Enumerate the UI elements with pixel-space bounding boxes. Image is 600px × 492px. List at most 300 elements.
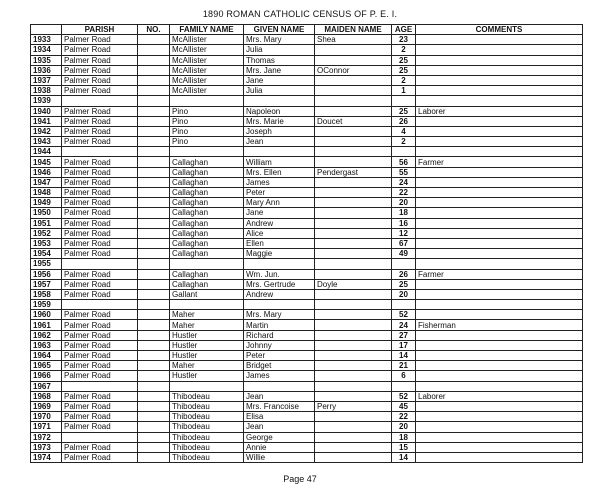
parish-cell: Palmer Road xyxy=(62,391,138,401)
row-number: 1953 xyxy=(31,238,62,248)
family-name-cell: Callaghan xyxy=(170,167,244,177)
header-parish: PARISH xyxy=(62,25,138,35)
maiden-name-cell xyxy=(315,198,392,208)
row-number: 1941 xyxy=(31,116,62,126)
row-number: 1936 xyxy=(31,65,62,75)
given-name-cell: Jean xyxy=(244,422,315,432)
family-name-cell xyxy=(170,300,244,310)
table-row xyxy=(31,157,583,167)
maiden-name-cell: Doyle xyxy=(315,279,392,289)
maiden-name-cell xyxy=(315,86,392,96)
comments-cell xyxy=(416,412,583,422)
comments-cell xyxy=(416,126,583,136)
given-name-cell: Mrs. Francoise xyxy=(244,401,315,411)
row-number: 1960 xyxy=(31,310,62,320)
no-cell xyxy=(138,279,170,289)
parish-cell: Palmer Road xyxy=(62,208,138,218)
maiden-name-cell xyxy=(315,432,392,442)
maiden-name-cell: Pendergast xyxy=(315,167,392,177)
age-cell: 24 xyxy=(392,177,416,187)
table-row xyxy=(31,330,583,340)
given-name-cell xyxy=(244,381,315,391)
table-row xyxy=(31,310,583,320)
table-row xyxy=(31,96,583,106)
given-name-cell: Jane xyxy=(244,75,315,85)
age-cell: 20 xyxy=(392,422,416,432)
age-cell: 17 xyxy=(392,340,416,350)
given-name-cell: George xyxy=(244,432,315,442)
maiden-name-cell xyxy=(315,208,392,218)
maiden-name-cell xyxy=(315,391,392,401)
no-cell xyxy=(138,391,170,401)
table-row xyxy=(31,371,583,381)
parish-cell: Palmer Road xyxy=(62,167,138,177)
age-cell: 18 xyxy=(392,208,416,218)
no-cell xyxy=(138,45,170,55)
family-name-cell: Pino xyxy=(170,137,244,147)
given-name-cell: Willie xyxy=(244,452,315,462)
age-cell xyxy=(392,300,416,310)
age-cell: 20 xyxy=(392,289,416,299)
row-number: 1938 xyxy=(31,86,62,96)
row-number: 1946 xyxy=(31,167,62,177)
no-cell xyxy=(138,381,170,391)
given-name-cell: Richard xyxy=(244,330,315,340)
parish-cell: Palmer Road xyxy=(62,228,138,238)
family-name-cell: McAllister xyxy=(170,65,244,75)
row-number: 1947 xyxy=(31,177,62,187)
no-cell xyxy=(138,371,170,381)
given-name-cell: Mrs. Mary xyxy=(244,35,315,45)
no-cell xyxy=(138,157,170,167)
family-name-cell: Thibodeau xyxy=(170,391,244,401)
parish-cell: Palmer Road xyxy=(62,75,138,85)
comments-cell: Fisherman xyxy=(416,320,583,330)
no-cell xyxy=(138,65,170,75)
age-cell: 67 xyxy=(392,238,416,248)
header-maiden-name: MAIDEN NAME xyxy=(315,25,392,35)
maiden-name-cell xyxy=(315,289,392,299)
no-cell xyxy=(138,269,170,279)
maiden-name-cell xyxy=(315,330,392,340)
age-cell xyxy=(392,147,416,157)
age-cell: 25 xyxy=(392,55,416,65)
family-name-cell: Thibodeau xyxy=(170,401,244,411)
row-number: 1948 xyxy=(31,188,62,198)
given-name-cell: Mrs. Ellen xyxy=(244,167,315,177)
maiden-name-cell xyxy=(315,249,392,259)
age-cell: 26 xyxy=(392,269,416,279)
parish-cell: Palmer Road xyxy=(62,330,138,340)
table-row xyxy=(31,279,583,289)
age-cell xyxy=(392,381,416,391)
no-cell xyxy=(138,75,170,85)
comments-cell xyxy=(416,442,583,452)
parish-cell: Palmer Road xyxy=(62,45,138,55)
family-name-cell: Callaghan xyxy=(170,238,244,248)
table-row xyxy=(31,218,583,228)
row-number: 1943 xyxy=(31,137,62,147)
row-number: 1967 xyxy=(31,381,62,391)
comments-cell xyxy=(416,422,583,432)
parish-cell: Palmer Road xyxy=(62,361,138,371)
given-name-cell: Mrs. Jane xyxy=(244,65,315,75)
family-name-cell: Thibodeau xyxy=(170,422,244,432)
maiden-name-cell xyxy=(315,188,392,198)
given-name-cell: Bridget xyxy=(244,361,315,371)
age-cell: 23 xyxy=(392,35,416,45)
age-cell: 56 xyxy=(392,157,416,167)
age-cell: 45 xyxy=(392,401,416,411)
age-cell: 15 xyxy=(392,442,416,452)
table-row xyxy=(31,238,583,248)
table-row xyxy=(31,442,583,452)
table-row xyxy=(31,35,583,45)
row-number: 1954 xyxy=(31,249,62,259)
family-name-cell: Callaghan xyxy=(170,279,244,289)
table-row xyxy=(31,269,583,279)
family-name-cell: Callaghan xyxy=(170,208,244,218)
no-cell xyxy=(138,126,170,136)
no-cell xyxy=(138,228,170,238)
age-cell: 27 xyxy=(392,330,416,340)
row-number: 1933 xyxy=(31,35,62,45)
table-row xyxy=(31,126,583,136)
family-name-cell: Thibodeau xyxy=(170,442,244,452)
table-row xyxy=(31,55,583,65)
family-name-cell xyxy=(170,96,244,106)
given-name-cell: Mary Ann xyxy=(244,198,315,208)
family-name-cell: Maher xyxy=(170,320,244,330)
comments-cell xyxy=(416,310,583,320)
family-name-cell xyxy=(170,259,244,269)
table-row xyxy=(31,361,583,371)
no-cell xyxy=(138,259,170,269)
no-cell xyxy=(138,320,170,330)
age-cell: 22 xyxy=(392,412,416,422)
no-cell xyxy=(138,86,170,96)
parish-cell: Palmer Road xyxy=(62,401,138,411)
row-number: 1963 xyxy=(31,340,62,350)
no-cell xyxy=(138,238,170,248)
table-row xyxy=(31,300,583,310)
maiden-name-cell xyxy=(315,75,392,85)
age-cell: 25 xyxy=(392,65,416,75)
maiden-name-cell xyxy=(315,442,392,452)
row-number: 1965 xyxy=(31,361,62,371)
parish-cell: Palmer Road xyxy=(62,177,138,187)
comments-cell: Farmer xyxy=(416,157,583,167)
comments-cell xyxy=(416,45,583,55)
age-cell: 25 xyxy=(392,106,416,116)
maiden-name-cell xyxy=(315,300,392,310)
age-cell: 24 xyxy=(392,320,416,330)
family-name-cell: Gallant xyxy=(170,289,244,299)
no-cell xyxy=(138,137,170,147)
parish-cell: Palmer Road xyxy=(62,157,138,167)
maiden-name-cell xyxy=(315,218,392,228)
family-name-cell: Hustler xyxy=(170,340,244,350)
comments-cell xyxy=(416,249,583,259)
parish-cell: Palmer Road xyxy=(62,320,138,330)
maiden-name-cell xyxy=(315,412,392,422)
row-number: 1955 xyxy=(31,259,62,269)
comments-cell xyxy=(416,228,583,238)
family-name-cell: McAllister xyxy=(170,35,244,45)
given-name-cell: Ellen xyxy=(244,238,315,248)
given-name-cell xyxy=(244,147,315,157)
no-cell xyxy=(138,432,170,442)
no-cell xyxy=(138,55,170,65)
family-name-cell: McAllister xyxy=(170,86,244,96)
no-cell xyxy=(138,177,170,187)
given-name-cell: Alice xyxy=(244,228,315,238)
page-number: Page 47 xyxy=(283,474,317,484)
maiden-name-cell xyxy=(315,45,392,55)
parish-cell xyxy=(62,96,138,106)
comments-cell xyxy=(416,208,583,218)
comments-cell xyxy=(416,167,583,177)
family-name-cell: Callaghan xyxy=(170,188,244,198)
maiden-name-cell xyxy=(315,55,392,65)
parish-cell: Palmer Road xyxy=(62,126,138,136)
table-row xyxy=(31,147,583,157)
comments-cell xyxy=(416,381,583,391)
comments-cell xyxy=(416,137,583,147)
age-cell: 55 xyxy=(392,167,416,177)
table-row xyxy=(31,65,583,75)
family-name-cell: Thibodeau xyxy=(170,452,244,462)
table-row xyxy=(31,137,583,147)
no-cell xyxy=(138,147,170,157)
row-number: 1951 xyxy=(31,218,62,228)
family-name-cell xyxy=(170,147,244,157)
no-cell xyxy=(138,330,170,340)
comments-cell: Farmer xyxy=(416,269,583,279)
family-name-cell: Callaghan xyxy=(170,228,244,238)
table-row xyxy=(31,167,583,177)
parish-cell: Palmer Road xyxy=(62,422,138,432)
row-number: 1969 xyxy=(31,401,62,411)
comments-cell xyxy=(416,259,583,269)
no-cell xyxy=(138,35,170,45)
table-row xyxy=(31,106,583,116)
row-number: 1956 xyxy=(31,269,62,279)
comments-cell xyxy=(416,75,583,85)
table-row xyxy=(31,86,583,96)
family-name-cell: Callaghan xyxy=(170,157,244,167)
given-name-cell: Julia xyxy=(244,86,315,96)
given-name-cell: Andrew xyxy=(244,218,315,228)
parish-cell: Palmer Road xyxy=(62,371,138,381)
family-name-cell: Callaghan xyxy=(170,269,244,279)
age-cell: 16 xyxy=(392,218,416,228)
family-name-cell: Hustler xyxy=(170,330,244,340)
given-name-cell: Thomas xyxy=(244,55,315,65)
parish-cell: Palmer Road xyxy=(62,116,138,126)
parish-cell: Palmer Road xyxy=(62,198,138,208)
table-row xyxy=(31,116,583,126)
no-cell xyxy=(138,96,170,106)
table-row xyxy=(31,320,583,330)
maiden-name-cell xyxy=(315,320,392,330)
family-name-cell: McAllister xyxy=(170,75,244,85)
row-number: 1945 xyxy=(31,157,62,167)
age-cell: 6 xyxy=(392,371,416,381)
row-number: 1937 xyxy=(31,75,62,85)
row-number: 1973 xyxy=(31,442,62,452)
given-name-cell: Jane xyxy=(244,208,315,218)
row-number: 1968 xyxy=(31,391,62,401)
no-cell xyxy=(138,300,170,310)
given-name-cell: Andrew xyxy=(244,289,315,299)
maiden-name-cell xyxy=(315,126,392,136)
comments-cell xyxy=(416,86,583,96)
given-name-cell: Elisa xyxy=(244,412,315,422)
parish-cell: Palmer Road xyxy=(62,86,138,96)
comments-cell: Laborer xyxy=(416,391,583,401)
table-row xyxy=(31,412,583,422)
parish-cell xyxy=(62,432,138,442)
table-row xyxy=(31,228,583,238)
parish-cell: Palmer Road xyxy=(62,452,138,462)
given-name-cell: Mrs. Mary xyxy=(244,310,315,320)
family-name-cell: Thibodeau xyxy=(170,412,244,422)
maiden-name-cell xyxy=(315,96,392,106)
no-cell xyxy=(138,188,170,198)
comments-cell: Laborer xyxy=(416,106,583,116)
no-cell xyxy=(138,198,170,208)
comments-cell xyxy=(416,330,583,340)
maiden-name-cell xyxy=(315,452,392,462)
maiden-name-cell xyxy=(315,228,392,238)
maiden-name-cell xyxy=(315,106,392,116)
comments-cell xyxy=(416,340,583,350)
parish-cell: Palmer Road xyxy=(62,269,138,279)
given-name-cell: Peter xyxy=(244,188,315,198)
parish-cell xyxy=(62,300,138,310)
age-cell: 21 xyxy=(392,361,416,371)
comments-cell xyxy=(416,432,583,442)
parish-cell: Palmer Road xyxy=(62,289,138,299)
age-cell xyxy=(392,259,416,269)
family-name-cell: Callaghan xyxy=(170,249,244,259)
age-cell: 4 xyxy=(392,126,416,136)
parish-cell xyxy=(62,147,138,157)
maiden-name-cell xyxy=(315,381,392,391)
age-cell: 18 xyxy=(392,432,416,442)
family-name-cell: Hustler xyxy=(170,351,244,361)
row-number: 1958 xyxy=(31,289,62,299)
row-number: 1939 xyxy=(31,96,62,106)
maiden-name-cell xyxy=(315,157,392,167)
no-cell xyxy=(138,106,170,116)
comments-cell xyxy=(416,238,583,248)
comments-cell xyxy=(416,289,583,299)
no-cell xyxy=(138,442,170,452)
table-row xyxy=(31,340,583,350)
age-cell: 26 xyxy=(392,116,416,126)
age-cell: 2 xyxy=(392,75,416,85)
row-number: 1957 xyxy=(31,279,62,289)
given-name-cell: Maggie xyxy=(244,249,315,259)
given-name-cell: Mrs. Gertrude xyxy=(244,279,315,289)
given-name-cell: Napoleon xyxy=(244,106,315,116)
parish-cell: Palmer Road xyxy=(62,279,138,289)
given-name-cell xyxy=(244,96,315,106)
given-name-cell: James xyxy=(244,177,315,187)
parish-cell: Palmer Road xyxy=(62,188,138,198)
no-cell xyxy=(138,401,170,411)
table-row xyxy=(31,289,583,299)
header-row xyxy=(31,25,583,35)
parish-cell: Palmer Road xyxy=(62,412,138,422)
age-cell: 52 xyxy=(392,310,416,320)
comments-cell xyxy=(416,147,583,157)
row-number: 1974 xyxy=(31,452,62,462)
comments-cell xyxy=(416,55,583,65)
row-number: 1961 xyxy=(31,320,62,330)
given-name-cell xyxy=(244,259,315,269)
parish-cell xyxy=(62,381,138,391)
comments-cell xyxy=(416,351,583,361)
no-cell xyxy=(138,340,170,350)
table-row xyxy=(31,422,583,432)
comments-cell xyxy=(416,361,583,371)
family-name-cell xyxy=(170,381,244,391)
comments-cell xyxy=(416,116,583,126)
table-row xyxy=(31,259,583,269)
age-cell: 2 xyxy=(392,45,416,55)
maiden-name-cell xyxy=(315,371,392,381)
parish-cell: Palmer Road xyxy=(62,351,138,361)
header-no: NO. xyxy=(138,25,170,35)
no-cell xyxy=(138,167,170,177)
family-name-cell: Pino xyxy=(170,106,244,116)
parish-cell: Palmer Road xyxy=(62,442,138,452)
table-row xyxy=(31,351,583,361)
no-cell xyxy=(138,289,170,299)
parish-cell: Palmer Road xyxy=(62,35,138,45)
no-cell xyxy=(138,218,170,228)
given-name-cell: Peter xyxy=(244,351,315,361)
age-cell: 2 xyxy=(392,137,416,147)
family-name-cell: Pino xyxy=(170,126,244,136)
parish-cell: Palmer Road xyxy=(62,218,138,228)
comments-cell xyxy=(416,35,583,45)
maiden-name-cell: Shea xyxy=(315,35,392,45)
parish-cell: Palmer Road xyxy=(62,340,138,350)
no-cell xyxy=(138,116,170,126)
census-table xyxy=(30,24,583,463)
table-row xyxy=(31,208,583,218)
no-cell xyxy=(138,452,170,462)
comments-cell xyxy=(416,198,583,208)
comments-cell xyxy=(416,371,583,381)
family-name-cell: Callaghan xyxy=(170,218,244,228)
no-cell xyxy=(138,351,170,361)
maiden-name-cell: OConnor xyxy=(315,65,392,75)
age-cell: 1 xyxy=(392,86,416,96)
given-name-cell: William xyxy=(244,157,315,167)
table-row xyxy=(31,249,583,259)
no-cell xyxy=(138,310,170,320)
row-number: 1970 xyxy=(31,412,62,422)
family-name-cell: McAllister xyxy=(170,55,244,65)
table-row xyxy=(31,432,583,442)
parish-cell: Palmer Road xyxy=(62,137,138,147)
table-row xyxy=(31,198,583,208)
